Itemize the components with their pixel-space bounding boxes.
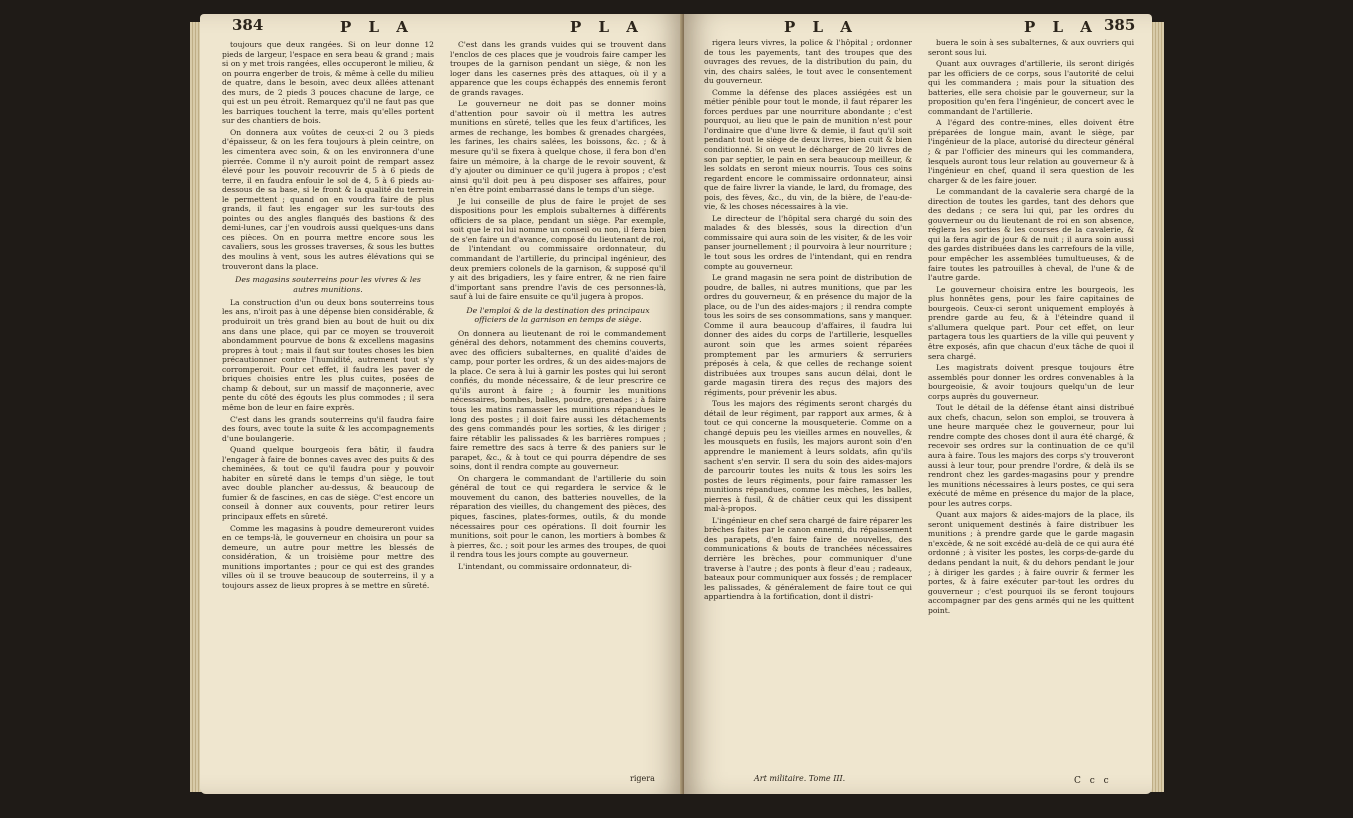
paragraph: Comme la défense des places assiégées est un métier pénible pour tout le monde, il faut réparer les forces perdues par une nourriture abondante ; c'est pourquoi, au lieu que le pain de munition n'est pour l'ordinaire que d'une livre & demie, il faut qu'il soit pendant tout le siège de deux livres, bien cuit & bien conditionné. Si on veut le décharger de 20 livres de son par septier, le pain en sera beaucoup meilleur, & les soldats en seront mieux nourris. Tous ces soins regardent encore le commissaire ordonnateur, ainsi que de faire livrer la viande, le lard, du fromage, des pois, des fèves, &c., du vin, de la bière, de l'eau-de-vie, & les choses nécessaires à la vie.: [704, 87, 912, 212]
text-column: [928, 38, 1134, 617]
right-page: [684, 14, 1152, 794]
paragraph: Le directeur de l'hôpital sera chargé du soin des malades & des blessés, sous la direction d'un commissaire qui aura soin de les visiter, & de les voir panser journellement ; il pourvoira à leur nourriture ; le tout sous les ordres de l'intendant, qui en rendra compte au gouverneur.: [704, 213, 912, 271]
catchword: rigera: [630, 774, 655, 783]
paragraph: C'est dans les grands vuides qui se trouvent dans l'enclos de ces places que je voudrois faire camper les troupes de la garnison pendant un siège, & non les loger dans les casernes près des attaques, où il y a apparence que les coups échappés des ennemis feront de grands ravages.: [450, 40, 666, 97]
page-number: 384: [232, 16, 264, 34]
paragraph: Le gouverneur choisira entre les bourgeois, les plus honnêtes gens, pour les faire capitaines de bourgeois. Ceux-ci seront uniquement employés à prendre garde au feu, & à l'éteindre quand il s'allumera quelque part. Pour cet effet, on leur partagera tous les quartiers de la ville qui peuvent y être exposés, afin que chacun d'eux tâche de quoi il sera chargé.: [928, 284, 1134, 361]
text-column: [704, 38, 912, 604]
paragraph: On donnera aux voûtes de ceux-ci 2 ou 3 pieds d'épaisseur, & on les fera toujours à plein ceintre, on les cimentera avec soin, & on les environnera d'une pierrée. Comme il n'y auroit point de rempart assez élevé pour les pouvoir recouvrir de 5 à 6 pieds de terre, il en faudra enfouir le sol de 4, 5 à 6 pieds au-dessous de sa base, si le front & la qualité du terrein le permettent ; quand on en voudra faire de plus grands, il faut les engager sur les sur-touts des pointes ou des angles flanqués des bastions & des demi-lunes, car j'en voudrois aussi quelques-uns dans ces pièces. On en pourra mettre encore sous les cavaliers, sous les grosses traverses, & sous les buttes des moulins à vent, sous les autres élévations qui se trouveront dans la place.: [222, 127, 434, 271]
left-page: [200, 14, 684, 794]
running-head: P L A: [340, 18, 414, 36]
paragraph: C'est dans les grands souterreins qu'il faudra faire des fours, avec toute la suite & les accompagnements d'une boulangerie.: [222, 414, 434, 443]
right-page-edges: [1150, 22, 1164, 792]
paragraph: Le commandant de la cavalerie sera chargé de la direction de toutes les gardes, tant des dehors que des dedans ; ce sera lui qui, par les ordres du gouverneur ou du lieutenant de roi en son absence, réglera les sorties & les courses de la cavalerie, & qui la fera agir de jour & de nuit ; il aura soin aussi des gardes distribuées dans les carrefours de la ville, pour empêcher les assemblées tumultueuses, & de faire toutes les patrouilles à cheval, de l'une & de l'autre garde.: [928, 187, 1134, 283]
paragraph: Quand quelque bourgeois fera bâtir, il faudra l'engager à faire de bonnes caves avec des puits & des cheminées, & tout ce qu'il faudra pour y pouvoir habiter en sûreté dans le temps d'un siège, le tout avec double plancher au-dessus, & beaucoup de fumier & de fascines, en cas de siège. C'est encore un conseil à donner aux couvents, pour retirer leurs principaux effets en sûreté.: [222, 445, 434, 521]
running-head: P L A: [570, 18, 644, 36]
paragraph: La construction d'un ou deux bons souterreins tous les ans, n'iroit pas à une dépense bien considérable, & produiroit un très grand bien au bout de huit ou dix ans dans une place, qui par ce moyen se trouveroit abondamment pourvue de bons & excellens magasins propres à tout ; mais il faut sur toutes choses les bien précautionner contre l'humidité, autrement tout s'y corromperoit. Pour cet effet, il faudra les paver de briques choisies entre les plus cuites, posées de champ & debout, sur un massif de maçonnerie, avec pente du côté des égouts les plus commodes ; il sera même bon de leur en faire exprès.: [222, 297, 434, 412]
section-heading: Des magasins souterreins pour les vivres & les autres munitions.: [235, 275, 421, 294]
paragraph: Quant aux majors & aides-majors de la place, ils seront uniquement destinés à faire distribuer les munitions ; à prendre garde que le garde magasin n'excède, & ne soit excédé au-delà de ce qui aura été ordonné ; à visiter les postes, les corps-de-garde du dedans pendant la nuit, & du dehors pendant le jour ; à diriger les gardes ; à faire ouvrir & fermer les portes, & à faire exécuter par-tout les ordres du gouverneur ; c'est pourquoi ils se feront toujours accompagner par des gens armés qui ne les quittent point.: [928, 510, 1134, 615]
paragraph: buera le soin à ses subalternes, & aux ouvriers qui seront sous lui.: [928, 38, 1134, 57]
signature-mark: C c c: [1074, 776, 1112, 786]
running-head: P L A: [784, 18, 858, 36]
running-head: P L A: [1024, 18, 1098, 36]
paragraph: Le gouverneur ne doit pas se donner moins d'attention pour savoir où il mettra les autres munitions en sûreté, telles que les feux d'artifices, les armes de rechange, les bombes & grenades chargées, les farines, les chairs salées, les boissons, &c. ; & à mesure qu'il se fixera à quelque chose, il fera bon d'en faire un mémoire, à la charge de le revoir souvent, & d'y ajouter ou diminuer ce qu'il jugera à propos ; c'est ainsi qu'il doit peu à peu disposer ses affaires, pour n'en être point embarrassé dans le temps d'un siège.: [450, 99, 666, 195]
paragraph: A l'égard des contre-mines, elles doivent être préparées de longue main, avant le siège, par l'ingénieur de la place, autorisé du directeur général ; & par l'officier des mineurs qui les commandera, lesquels auront tous leur relation au gouverneur & à l'ingénieur en chef, quand il sera question de les charger & de les faire jouer.: [928, 118, 1134, 185]
paragraph: Le grand magasin ne sera point de distribution de poudre, de balles, ni autres munitions, que par les ordres du gouverneur, & en présence du major de la place, ou de l'un des aides-majors ; il rendra compte tous les soirs de ses consommations, sans y manquer. Comme il aura beaucoup d'affaires, il faudra lui donner des aides du corps de l'artillerie, lesquelles auront soin que les armes soient réparées promptement par les armuriers & serruriers préposés à cela, & que celles de rechange soient distribuées aux troupes sans aucun délai, dont le garde magasin tirera des reçus des majors des régiments, pour prévenir les abus.: [704, 273, 912, 397]
paragraph: Comme les magasins à poudre demeureront vuides en ce temps-là, le gouverneur en choisira un pour sa demeure, un autre pour mettre les blessés de considération, & un troisième pour mettre des munitions importantes ; pour ce qui est des grandes villes où il se trouve beaucoup de souterreins, il y a toujours assez de lieux propres à se mettre en sûreté.: [222, 523, 434, 590]
paragraph: L'ingénieur en chef sera chargé de faire réparer les brèches faites par le canon ennemi, du répaissement des parapets, d'en faire faire de nouvelles, des communications & bouts de tranchées nécessaires derrière les brèches, pour communiquer d'une traverse à l'autre ; des ponts à fleur d'eau ; radeaux, bateaux pour communiquer aux fossés ; de remplacer les palissades, & généralement de faire tout ce qui appartiendra à la fortification, dont il distri-: [704, 515, 912, 602]
page-number: 385: [1104, 16, 1136, 34]
paragraph: Tous les majors des régiments seront chargés du détail de leur régiment, par rapport aux armes, & à tout ce qui concerne la mousqueterie. Comme on a changé depuis peu les vieilles armes en nouvelles, & les mousquets en fusils, les majors auront soin d'en apprendre le maniement à leurs soldats, afin qu'ils sachent s'en servir. Il sera du soin des aides-majors de parcourir toutes les nuits & tous les soirs les postes de leurs régiments, pour faire ramasser les munitions répandues, comme les mèches, les balles, pierres à fusil, & de châtier ceux qui les dissipent mal-à-propos.: [704, 399, 912, 514]
footer-title: Art militaire. Tome III.: [754, 774, 846, 783]
paragraph: rigera leurs vivres, la police & l'hôpital ; ordonner de tous les payements, tant des troupes que des ouvrages des revues, de la distribution du pain, du vin, des chairs salées, le tout avec le consentement du gouverneur.: [704, 38, 912, 86]
text-column: [222, 40, 434, 592]
paragraph: Les magistrats doivent presque toujours être assemblés pour donner les ordres convenables à la bourgeoisie, & avoir toujours quelqu'un de leur corps auprès du gouverneur.: [928, 363, 1134, 401]
paragraph: On chargera le commandant de l'artillerie du soin général de tout ce qui regardera le service & le mouvement du canon, des batteries nouvelles, de la réparation des vieilles, du changement des pièces, des piques, fascines, plates-formes, outils, & du monde nécessaires pour ces opérations. Il doit fournir les munitions, soit pour le canon, les mortiers à bombes & à pierres, &c. ; soit pour les armes des troupes, de quoi il rendra tous les jours compte au gouverneur.: [450, 473, 666, 560]
paragraph: Je lui conseille de plus de faire le projet de ses dispositions pour les emplois subalternes à différents officiers de sa place, pendant un siège. Par exemple, soit que le roi lui nomme un conseil ou non, il fera bien de s'en faire un d'avance, composé du lieutenant de roi, de l'intendant ou commissaire ordonnateur, du commandant de l'artillerie, du principal ingénieur, des deux premiers colonels de la garnison, & supposé qu'il y ait des brigadiers, les y faire entrer, & ne rien faire d'important sans prendre l'avis de ces personnes-là, sauf à lui de faire ensuite ce qu'il jugera à propos.: [450, 196, 666, 302]
paragraph: On donnera au lieutenant de roi le commandement général des dehors, notamment des chemins couverts, avec des officiers subalternes, en qualité d'aides de camp, pour porter les ordres, & un des aides-majors de la place. Ce sera à lui à garnir les postes qui lui seront confiés, du monde nécessaire, & de leur prescrire ce qu'ils auront à faire ; à fournir les munitions nécessaires, bombes, balles, poudre, grenades ; à faire tous les matins ramasser les munitions répandues le long des postes ; il doit faire aussi les détachements des gens commandés pour les sorties, & les diriger ; faire rétablir les palissades & les barrières rompues ; faire remettre des sacs à terre & des paniers sur le parapet, &c., & à tout ce qui pourra dépendre de ses soins, dont il rendra compte au gouverneur.: [450, 328, 666, 472]
section-heading: De l'emploi & de la destination des principaux officiers de la garnison en temps de siège.: [466, 305, 650, 325]
text-column: [450, 40, 666, 573]
paragraph: Quant aux ouvrages d'artillerie, ils seront dirigés par les officiers de ce corps, sous l'autorité de celui qui les commandera ; mais pour la situation des batteries, elle sera choisie par le gouverneur, sur la proposition qu'en fera l'ingénieur, de concert avec le commandant de l'artillerie.: [928, 59, 1134, 116]
paragraph: L'intendant, ou commissaire ordonnateur, di-: [458, 561, 632, 571]
paragraph: Tout le détail de la défense étant ainsi distribué aux chefs, chacun, selon son emploi, se trouvera à une heure marquée chez le gouverneur, pour lui rendre compte des choses dont il aura été chargé, & recevoir ses ordres sur la continuation de ce qu'il aura à faire. Tous les majors des corps s'y trouveront aussi à leur tour, pour prendre l'ordre, & delà ils se rendront chez les gardes-magasins pour y prendre les munitions nécessaires à leurs postes, ce qui sera exécuté de même en présence du major de la place, pour les autres corps.: [928, 403, 1134, 508]
paragraph: toujours que deux rangées. Si on leur donne 12 pieds de largeur, l'espace en sera beau & grand ; mais si on y met trois rangées, elles occuperont le milieu, & on pourra engerber de trois, & même à celle du milieu de quatre, dans le besoin, avec deux allées attenant des murs, de 2 pieds 3 pouces chacune de large, ce qui est un peu étroit. Remarquez qu'il ne faut pas que les barriques touchent la terre, mais qu'elles portent sur des chantiers de bois.: [222, 40, 434, 126]
